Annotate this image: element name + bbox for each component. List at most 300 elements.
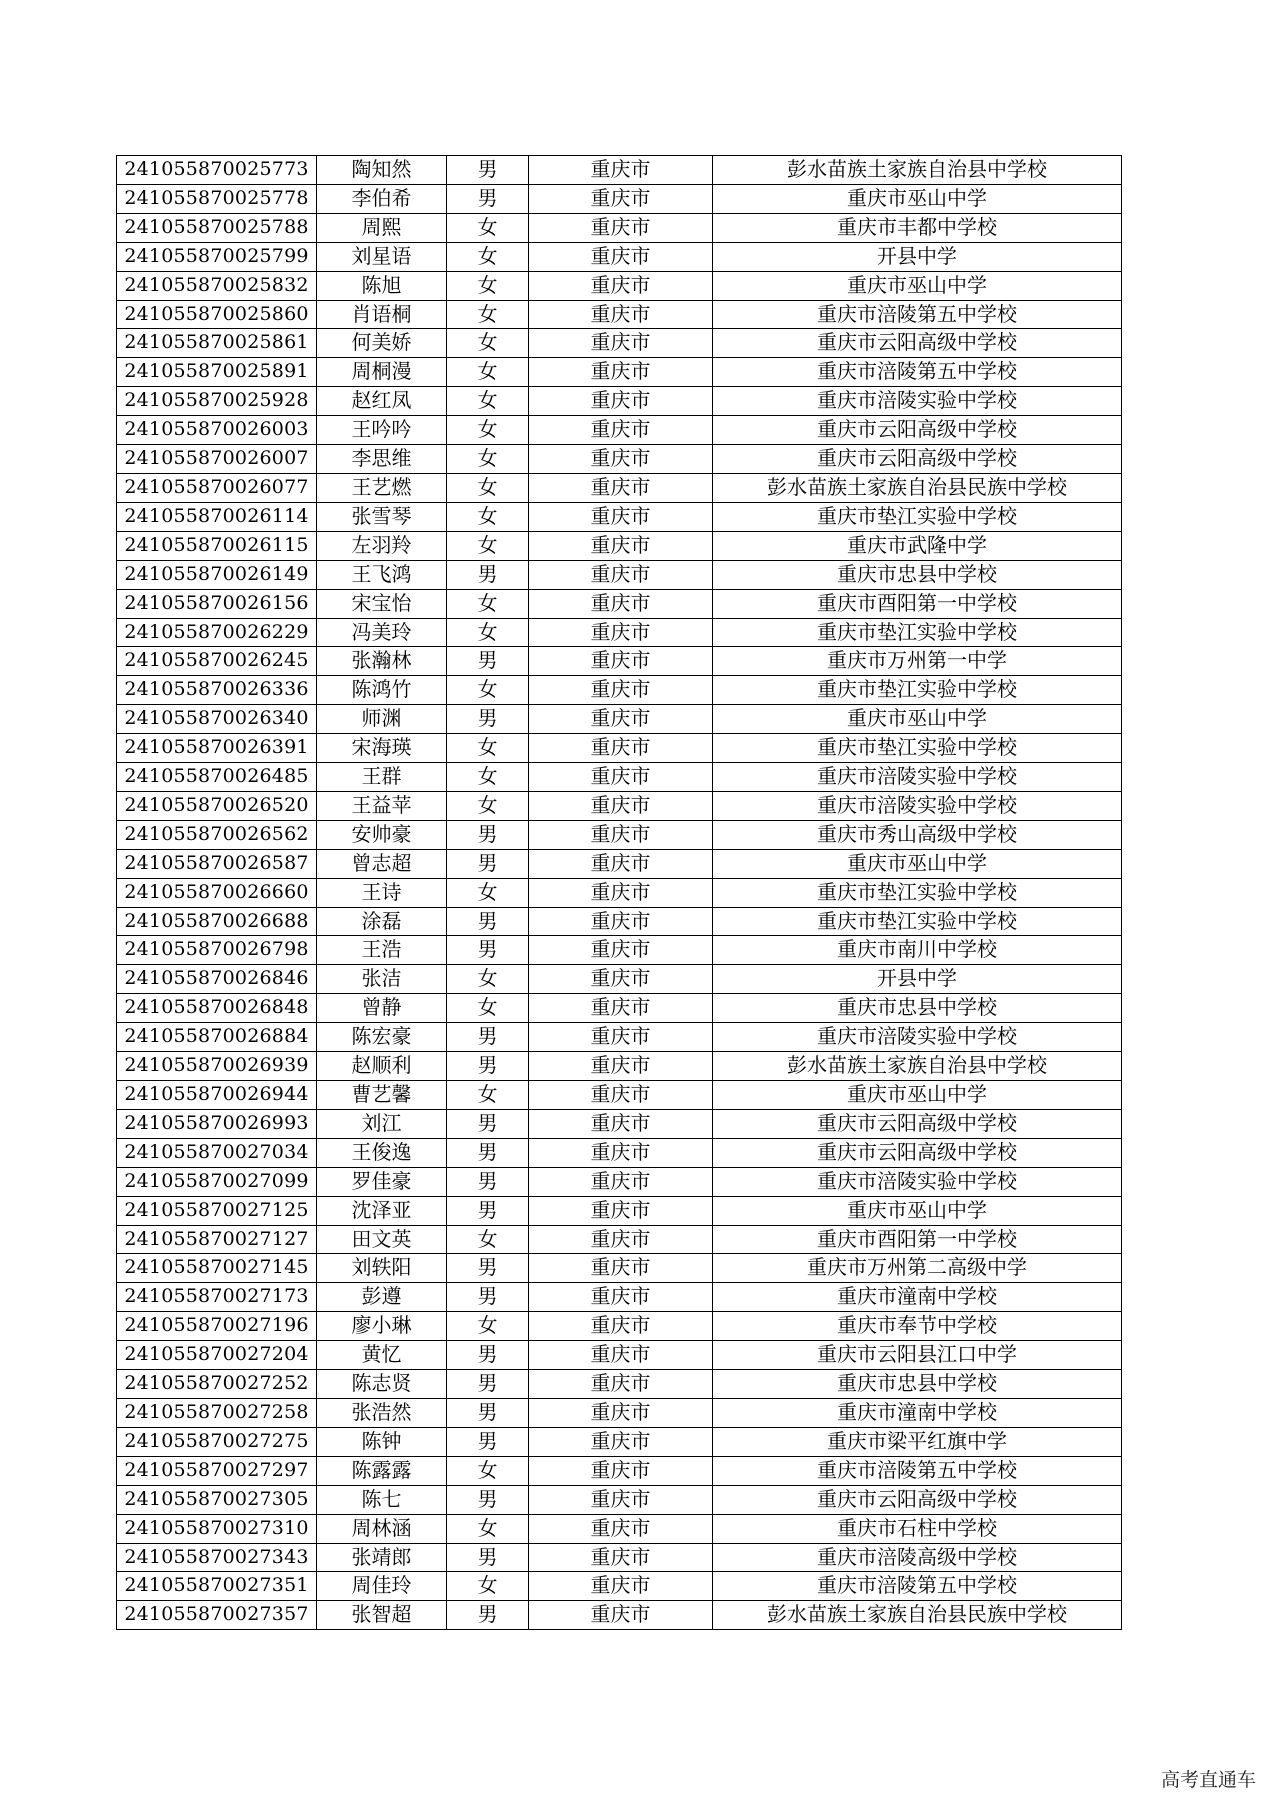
school-cell: 彭水苗族土家族自治县民族中学校 [713, 473, 1122, 502]
region-cell: 重庆市 [529, 705, 713, 734]
exam-id-cell: 241055870026939 [117, 1052, 317, 1081]
table-row [117, 387, 1122, 416]
school-cell: 重庆市潼南中学校 [713, 1398, 1122, 1427]
table-row [117, 589, 1122, 618]
table-row [117, 1052, 1122, 1081]
table-row [117, 907, 1122, 936]
gender-cell: 女 [447, 445, 529, 474]
region-cell: 重庆市 [529, 1254, 713, 1283]
region-cell: 重庆市 [529, 416, 713, 445]
region-cell: 重庆市 [529, 387, 713, 416]
region-cell: 重庆市 [529, 1341, 713, 1370]
gender-cell: 男 [447, 1398, 529, 1427]
school-cell: 彭水苗族土家族自治县中学校 [713, 156, 1122, 185]
region-cell: 重庆市 [529, 1081, 713, 1110]
gender-cell: 女 [447, 1225, 529, 1254]
gender-cell: 女 [447, 1081, 529, 1110]
exam-id-cell: 241055870026688 [117, 907, 317, 936]
region-cell: 重庆市 [529, 1514, 713, 1543]
name-cell: 李思维 [317, 445, 447, 474]
exam-id-cell: 241055870026003 [117, 416, 317, 445]
gender-cell: 女 [447, 358, 529, 387]
exam-id-cell: 241055870026007 [117, 445, 317, 474]
exam-id-cell: 241055870026944 [117, 1081, 317, 1110]
gender-cell: 男 [447, 1167, 529, 1196]
region-cell: 重庆市 [529, 907, 713, 936]
table-row [117, 849, 1122, 878]
region-cell: 重庆市 [529, 1196, 713, 1225]
school-cell: 重庆市垫江实验中学校 [713, 502, 1122, 531]
region-cell: 重庆市 [529, 647, 713, 676]
exam-id-cell: 241055870025928 [117, 387, 317, 416]
school-cell: 重庆市忠县中学校 [713, 1370, 1122, 1399]
school-cell: 重庆市垫江实验中学校 [713, 734, 1122, 763]
gender-cell: 女 [447, 416, 529, 445]
gender-cell: 女 [447, 531, 529, 560]
name-cell: 张洁 [317, 965, 447, 994]
region-cell: 重庆市 [529, 1167, 713, 1196]
exam-id-cell: 241055870027099 [117, 1167, 317, 1196]
name-cell: 王俊逸 [317, 1138, 447, 1167]
gender-cell: 女 [447, 878, 529, 907]
school-cell: 重庆市垫江实验中学校 [713, 618, 1122, 647]
table-row [117, 1167, 1122, 1196]
name-cell: 周林涵 [317, 1514, 447, 1543]
school-cell: 重庆市云阳高级中学校 [713, 416, 1122, 445]
gender-cell: 女 [447, 329, 529, 358]
gender-cell: 男 [447, 1341, 529, 1370]
table-row [117, 329, 1122, 358]
table-row [117, 502, 1122, 531]
name-cell: 陈七 [317, 1485, 447, 1514]
gender-cell: 男 [447, 936, 529, 965]
region-cell: 重庆市 [529, 213, 713, 242]
gender-cell: 女 [447, 502, 529, 531]
exam-id-cell: 241055870026562 [117, 820, 317, 849]
table-row [117, 965, 1122, 994]
table-row [117, 1023, 1122, 1052]
exam-id-cell: 241055870025788 [117, 213, 317, 242]
gender-cell: 女 [447, 1312, 529, 1341]
region-cell: 重庆市 [529, 676, 713, 705]
exam-id-cell: 241055870026485 [117, 763, 317, 792]
region-cell: 重庆市 [529, 849, 713, 878]
exam-id-cell: 241055870026336 [117, 676, 317, 705]
name-cell: 曾静 [317, 994, 447, 1023]
exam-id-cell: 241055870027034 [117, 1138, 317, 1167]
school-cell: 重庆市云阳高级中学校 [713, 445, 1122, 474]
exam-id-cell: 241055870026245 [117, 647, 317, 676]
school-cell: 重庆市云阳高级中学校 [713, 329, 1122, 358]
name-cell: 陈钟 [317, 1427, 447, 1456]
region-cell: 重庆市 [529, 1052, 713, 1081]
school-cell: 重庆市巫山中学 [713, 271, 1122, 300]
name-cell: 张瀚林 [317, 647, 447, 676]
table-row [117, 1196, 1122, 1225]
table-row [117, 560, 1122, 589]
region-cell: 重庆市 [529, 329, 713, 358]
table-row [117, 1081, 1122, 1110]
exam-id-cell: 241055870026156 [117, 589, 317, 618]
region-cell: 重庆市 [529, 1370, 713, 1399]
school-cell: 重庆市垫江实验中学校 [713, 878, 1122, 907]
school-cell: 重庆市涪陵实验中学校 [713, 791, 1122, 820]
name-cell: 陈露露 [317, 1456, 447, 1485]
table-row [117, 936, 1122, 965]
gender-cell: 男 [447, 1485, 529, 1514]
region-cell: 重庆市 [529, 791, 713, 820]
region-cell: 重庆市 [529, 1543, 713, 1572]
region-cell: 重庆市 [529, 763, 713, 792]
gender-cell: 男 [447, 1196, 529, 1225]
exam-id-cell: 241055870027173 [117, 1283, 317, 1312]
watermark-text: 高考直通车 [1160, 1769, 1256, 1791]
table-row [117, 1514, 1122, 1543]
school-cell: 重庆市涪陵实验中学校 [713, 387, 1122, 416]
school-cell: 重庆市酉阳第一中学校 [713, 1225, 1122, 1254]
table-row [117, 1225, 1122, 1254]
school-cell: 重庆市巫山中学 [713, 1196, 1122, 1225]
name-cell: 肖语桐 [317, 300, 447, 329]
gender-cell: 女 [447, 213, 529, 242]
region-cell: 重庆市 [529, 994, 713, 1023]
name-cell: 张雪琴 [317, 502, 447, 531]
gender-cell: 男 [447, 1601, 529, 1630]
school-cell: 重庆市潼南中学校 [713, 1283, 1122, 1312]
school-cell: 重庆市垫江实验中学校 [713, 676, 1122, 705]
gender-cell: 女 [447, 1514, 529, 1543]
exam-id-cell: 241055870027252 [117, 1370, 317, 1399]
name-cell: 陈旭 [317, 271, 447, 300]
school-cell: 重庆市涪陵第五中学校 [713, 300, 1122, 329]
region-cell: 重庆市 [529, 1601, 713, 1630]
gender-cell: 男 [447, 820, 529, 849]
region-cell: 重庆市 [529, 560, 713, 589]
school-cell: 重庆市垫江实验中学校 [713, 907, 1122, 936]
gender-cell: 女 [447, 618, 529, 647]
name-cell: 冯美玲 [317, 618, 447, 647]
school-cell: 彭水苗族土家族自治县中学校 [713, 1052, 1122, 1081]
gender-cell: 男 [447, 184, 529, 213]
school-cell: 重庆市秀山高级中学校 [713, 820, 1122, 849]
name-cell: 王浩 [317, 936, 447, 965]
region-cell: 重庆市 [529, 1138, 713, 1167]
exam-id-cell: 241055870027297 [117, 1456, 317, 1485]
exam-id-cell: 241055870026115 [117, 531, 317, 560]
region-cell: 重庆市 [529, 473, 713, 502]
school-cell: 重庆市忠县中学校 [713, 994, 1122, 1023]
name-cell: 沈泽亚 [317, 1196, 447, 1225]
region-cell: 重庆市 [529, 156, 713, 185]
region-cell: 重庆市 [529, 1427, 713, 1456]
exam-id-cell: 241055870027258 [117, 1398, 317, 1427]
region-cell: 重庆市 [529, 1023, 713, 1052]
exam-id-cell: 241055870027310 [117, 1514, 317, 1543]
name-cell: 赵顺利 [317, 1052, 447, 1081]
name-cell: 黄忆 [317, 1341, 447, 1370]
table-row [117, 156, 1122, 185]
table-row [117, 1543, 1122, 1572]
school-cell: 重庆市万州第二高级中学 [713, 1254, 1122, 1283]
school-cell: 重庆市涪陵实验中学校 [713, 1023, 1122, 1052]
gender-cell: 女 [447, 763, 529, 792]
name-cell: 陈宏豪 [317, 1023, 447, 1052]
table-row [117, 300, 1122, 329]
table-row [117, 1427, 1122, 1456]
table-row [117, 416, 1122, 445]
exam-id-cell: 241055870026391 [117, 734, 317, 763]
gender-cell: 男 [447, 907, 529, 936]
gender-cell: 男 [447, 849, 529, 878]
gender-cell: 女 [447, 791, 529, 820]
exam-id-cell: 241055870026114 [117, 502, 317, 531]
table-row [117, 213, 1122, 242]
school-cell: 重庆市南川中学校 [713, 936, 1122, 965]
gender-cell: 男 [447, 1283, 529, 1312]
gender-cell: 男 [447, 1023, 529, 1052]
exam-id-cell: 241055870025891 [117, 358, 317, 387]
student-roster-table [116, 155, 1122, 1630]
gender-cell: 男 [447, 156, 529, 185]
exam-id-cell: 241055870027196 [117, 1312, 317, 1341]
name-cell: 刘江 [317, 1109, 447, 1138]
gender-cell: 女 [447, 965, 529, 994]
name-cell: 周熙 [317, 213, 447, 242]
name-cell: 田文英 [317, 1225, 447, 1254]
table-row [117, 358, 1122, 387]
region-cell: 重庆市 [529, 1572, 713, 1601]
gender-cell: 女 [447, 387, 529, 416]
name-cell: 何美娇 [317, 329, 447, 358]
name-cell: 张浩然 [317, 1398, 447, 1427]
name-cell: 宋海瑛 [317, 734, 447, 763]
school-cell: 重庆市涪陵高级中学校 [713, 1543, 1122, 1572]
school-cell: 重庆市云阳高级中学校 [713, 1138, 1122, 1167]
exam-id-cell: 241055870026798 [117, 936, 317, 965]
table-row [117, 791, 1122, 820]
name-cell: 王飞鸿 [317, 560, 447, 589]
table-row [117, 647, 1122, 676]
table-row [117, 1312, 1122, 1341]
table-row [117, 763, 1122, 792]
table-row [117, 676, 1122, 705]
table-row [117, 1398, 1122, 1427]
exam-id-cell: 241055870026229 [117, 618, 317, 647]
name-cell: 王吟吟 [317, 416, 447, 445]
school-cell: 重庆市巫山中学 [713, 849, 1122, 878]
region-cell: 重庆市 [529, 965, 713, 994]
name-cell: 张靖郎 [317, 1543, 447, 1572]
table-row [117, 473, 1122, 502]
name-cell: 宋宝怡 [317, 589, 447, 618]
exam-id-cell: 241055870026884 [117, 1023, 317, 1052]
name-cell: 周桐漫 [317, 358, 447, 387]
exam-id-cell: 241055870027145 [117, 1254, 317, 1283]
school-cell: 重庆市忠县中学校 [713, 560, 1122, 589]
table-row [117, 242, 1122, 271]
region-cell: 重庆市 [529, 242, 713, 271]
name-cell: 赵红凤 [317, 387, 447, 416]
gender-cell: 男 [447, 1138, 529, 1167]
name-cell: 安帅豪 [317, 820, 447, 849]
exam-id-cell: 241055870026848 [117, 994, 317, 1023]
school-cell: 重庆市武隆中学 [713, 531, 1122, 560]
school-cell: 重庆市丰都中学校 [713, 213, 1122, 242]
name-cell: 刘轶阳 [317, 1254, 447, 1283]
table-row [117, 1601, 1122, 1630]
exam-id-cell: 241055870026587 [117, 849, 317, 878]
name-cell: 王群 [317, 763, 447, 792]
exam-id-cell: 241055870027275 [117, 1427, 317, 1456]
region-cell: 重庆市 [529, 300, 713, 329]
region-cell: 重庆市 [529, 1283, 713, 1312]
exam-id-cell: 241055870026340 [117, 705, 317, 734]
exam-id-cell: 241055870025773 [117, 156, 317, 185]
school-cell: 彭水苗族土家族自治县民族中学校 [713, 1601, 1122, 1630]
school-cell: 开县中学 [713, 242, 1122, 271]
exam-id-cell: 241055870025860 [117, 300, 317, 329]
region-cell: 重庆市 [529, 1485, 713, 1514]
gender-cell: 男 [447, 1543, 529, 1572]
gender-cell: 女 [447, 994, 529, 1023]
exam-id-cell: 241055870026149 [117, 560, 317, 589]
table-row [117, 820, 1122, 849]
gender-cell: 男 [447, 1052, 529, 1081]
school-cell: 重庆市涪陵实验中学校 [713, 1167, 1122, 1196]
exam-id-cell: 241055870025799 [117, 242, 317, 271]
table-row [117, 531, 1122, 560]
region-cell: 重庆市 [529, 936, 713, 965]
gender-cell: 男 [447, 560, 529, 589]
exam-id-cell: 241055870027127 [117, 1225, 317, 1254]
table-row [117, 1341, 1122, 1370]
school-cell: 重庆市云阳高级中学校 [713, 1109, 1122, 1138]
name-cell: 廖小琳 [317, 1312, 447, 1341]
exam-id-cell: 241055870027125 [117, 1196, 317, 1225]
roster-body [117, 156, 1122, 1630]
table-row [117, 445, 1122, 474]
name-cell: 曹艺馨 [317, 1081, 447, 1110]
table-row [117, 705, 1122, 734]
gender-cell: 女 [447, 242, 529, 271]
name-cell: 师渊 [317, 705, 447, 734]
gender-cell: 女 [447, 271, 529, 300]
school-cell: 重庆市巫山中学 [713, 705, 1122, 734]
table-row [117, 184, 1122, 213]
exam-id-cell: 241055870027204 [117, 1341, 317, 1370]
gender-cell: 女 [447, 734, 529, 763]
region-cell: 重庆市 [529, 271, 713, 300]
exam-id-cell: 241055870027305 [117, 1485, 317, 1514]
region-cell: 重庆市 [529, 445, 713, 474]
gender-cell: 男 [447, 1109, 529, 1138]
region-cell: 重庆市 [529, 358, 713, 387]
name-cell: 曾志超 [317, 849, 447, 878]
table-row [117, 271, 1122, 300]
school-cell: 重庆市涪陵第五中学校 [713, 1572, 1122, 1601]
name-cell: 刘星语 [317, 242, 447, 271]
school-cell: 重庆市奉节中学校 [713, 1312, 1122, 1341]
gender-cell: 女 [447, 1456, 529, 1485]
name-cell: 李伯希 [317, 184, 447, 213]
region-cell: 重庆市 [529, 1225, 713, 1254]
name-cell: 罗佳豪 [317, 1167, 447, 1196]
exam-id-cell: 241055870027343 [117, 1543, 317, 1572]
region-cell: 重庆市 [529, 1312, 713, 1341]
school-cell: 重庆市酉阳第一中学校 [713, 589, 1122, 618]
school-cell: 开县中学 [713, 965, 1122, 994]
table-row [117, 1485, 1122, 1514]
table-row [117, 1254, 1122, 1283]
exam-id-cell: 241055870026993 [117, 1109, 317, 1138]
exam-id-cell: 241055870027357 [117, 1601, 317, 1630]
name-cell: 陈志贤 [317, 1370, 447, 1399]
gender-cell: 男 [447, 1370, 529, 1399]
region-cell: 重庆市 [529, 1109, 713, 1138]
school-cell: 重庆市涪陵第五中学校 [713, 1456, 1122, 1485]
school-cell: 重庆市万州第一中学 [713, 647, 1122, 676]
school-cell: 重庆市涪陵第五中学校 [713, 358, 1122, 387]
gender-cell: 男 [447, 705, 529, 734]
exam-id-cell: 241055870026846 [117, 965, 317, 994]
name-cell: 王益苹 [317, 791, 447, 820]
gender-cell: 男 [447, 1254, 529, 1283]
region-cell: 重庆市 [529, 502, 713, 531]
table-row [117, 1283, 1122, 1312]
gender-cell: 女 [447, 1572, 529, 1601]
region-cell: 重庆市 [529, 618, 713, 647]
region-cell: 重庆市 [529, 878, 713, 907]
gender-cell: 男 [447, 647, 529, 676]
region-cell: 重庆市 [529, 531, 713, 560]
region-cell: 重庆市 [529, 1456, 713, 1485]
gender-cell: 女 [447, 300, 529, 329]
table-row [117, 994, 1122, 1023]
table-row [117, 1138, 1122, 1167]
table-row [117, 1572, 1122, 1601]
school-cell: 重庆市巫山中学 [713, 184, 1122, 213]
gender-cell: 女 [447, 676, 529, 705]
school-cell: 重庆市涪陵实验中学校 [713, 763, 1122, 792]
gender-cell: 女 [447, 589, 529, 618]
region-cell: 重庆市 [529, 734, 713, 763]
exam-id-cell: 241055870025861 [117, 329, 317, 358]
name-cell: 涂磊 [317, 907, 447, 936]
school-cell: 重庆市石柱中学校 [713, 1514, 1122, 1543]
region-cell: 重庆市 [529, 1398, 713, 1427]
gender-cell: 男 [447, 1427, 529, 1456]
name-cell: 周佳玲 [317, 1572, 447, 1601]
exam-id-cell: 241055870027351 [117, 1572, 317, 1601]
school-cell: 重庆市云阳县江口中学 [713, 1341, 1122, 1370]
table-row [117, 734, 1122, 763]
exam-id-cell: 241055870026077 [117, 473, 317, 502]
table-row [117, 1370, 1122, 1399]
name-cell: 王诗 [317, 878, 447, 907]
name-cell: 彭遵 [317, 1283, 447, 1312]
table-row [117, 1456, 1122, 1485]
name-cell: 左羽羚 [317, 531, 447, 560]
school-cell: 重庆市巫山中学 [713, 1081, 1122, 1110]
school-cell: 重庆市梁平红旗中学 [713, 1427, 1122, 1456]
name-cell: 陶知然 [317, 156, 447, 185]
exam-id-cell: 241055870025832 [117, 271, 317, 300]
region-cell: 重庆市 [529, 184, 713, 213]
name-cell: 陈鸿竹 [317, 676, 447, 705]
exam-id-cell: 241055870026520 [117, 791, 317, 820]
table-row [117, 1109, 1122, 1138]
region-cell: 重庆市 [529, 589, 713, 618]
